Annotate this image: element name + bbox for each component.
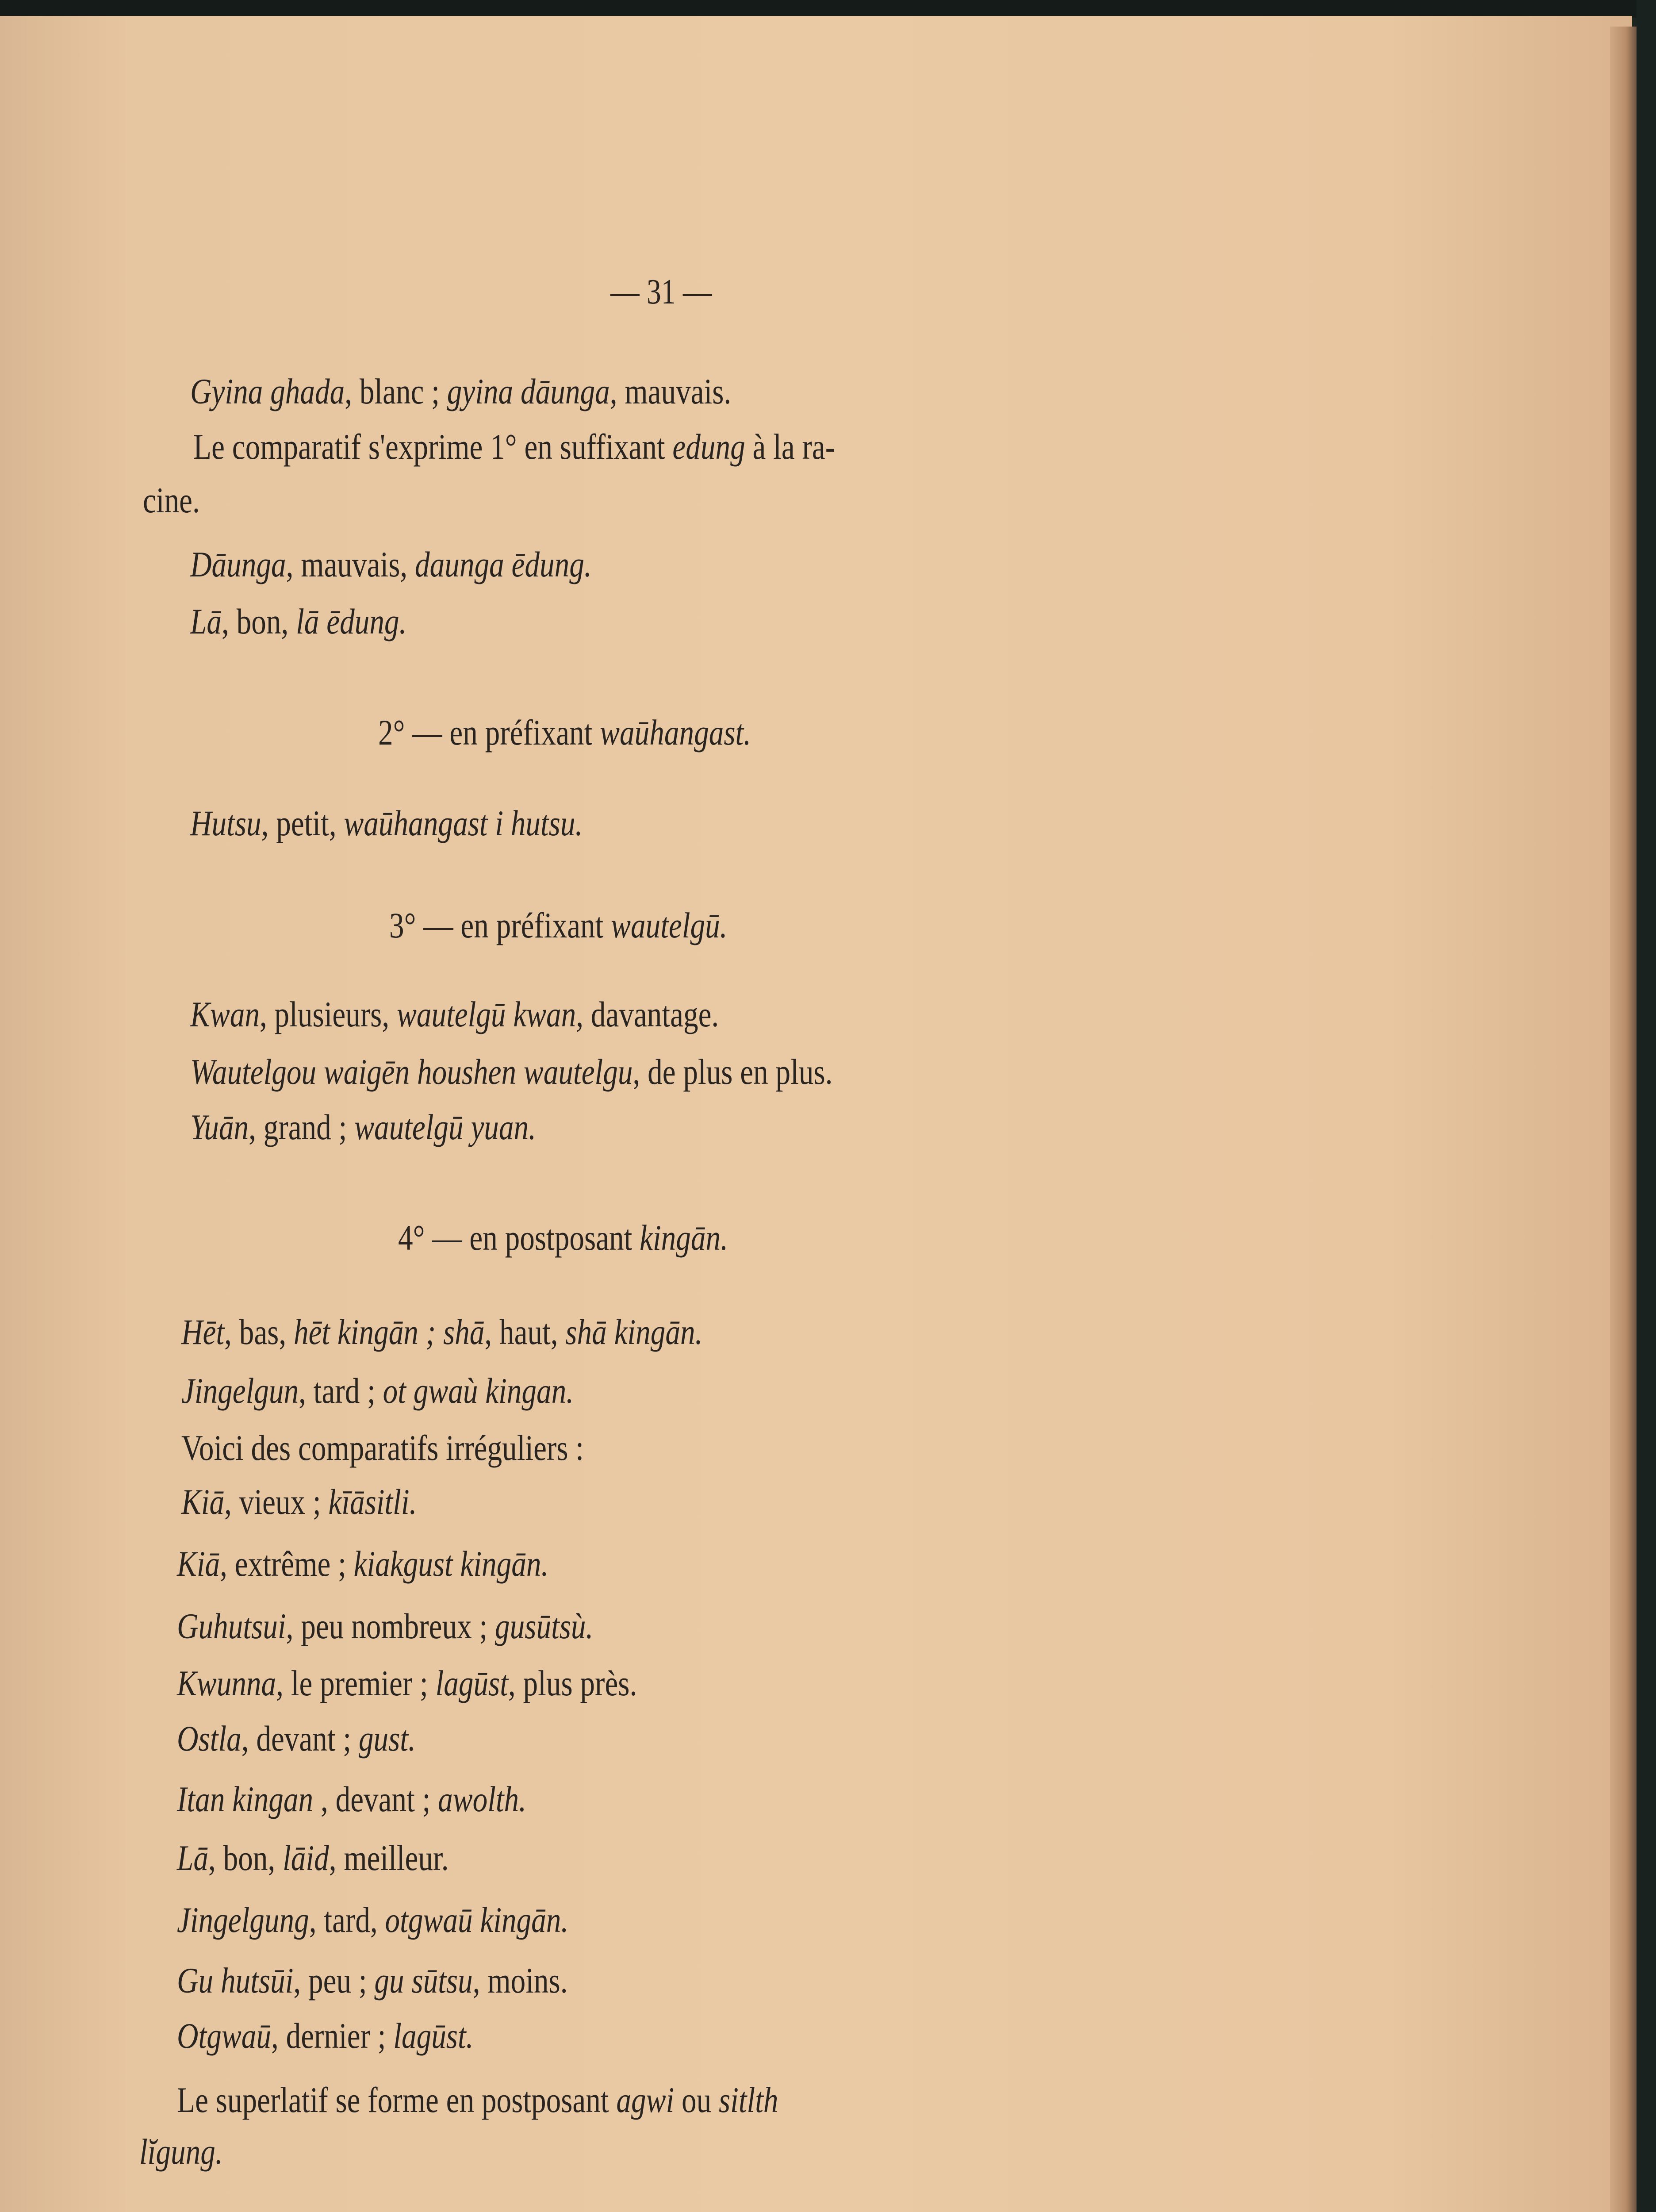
- italic-term: kīāsitli.: [328, 1482, 417, 1522]
- italic-term: Jingelgung: [177, 1900, 309, 1940]
- text-run: , mauvais,: [286, 544, 415, 584]
- text-line: [177, 1604, 593, 1648]
- text-run: , tard ;: [299, 1371, 383, 1411]
- text-line: [177, 1777, 526, 1821]
- italic-term: Dāunga: [190, 544, 286, 584]
- italic-term: awolth.: [438, 1779, 526, 1819]
- page-number: — 31 —: [610, 273, 712, 311]
- text-run: , peu ;: [293, 1960, 375, 2001]
- text-run: , devant ;: [313, 1779, 438, 1819]
- text-run: , petit,: [261, 803, 344, 843]
- italic-term: Yuān: [190, 1107, 249, 1147]
- italic-term: Ostla: [177, 1718, 242, 1759]
- text-run: 4° — en postposant: [398, 1217, 640, 1258]
- text-run: Le comparatif s'exprime 1° en suffixant: [193, 426, 673, 467]
- italic-term: waūhangast i hutsu.: [344, 803, 583, 843]
- text-line: [177, 1959, 568, 2003]
- italic-term: Lā: [190, 601, 222, 641]
- italic-term: lā ēdung.: [296, 601, 407, 641]
- text-run: Le superlatif se forme en postposant: [177, 2080, 617, 2120]
- italic-term: hēt kingān ; shā: [293, 1312, 485, 1352]
- text-line: [177, 2014, 473, 2058]
- italic-term: agwi: [616, 2080, 675, 2120]
- italic-term: Lā: [177, 1838, 209, 1878]
- text-line: [177, 1836, 449, 1880]
- text-line: [398, 1216, 728, 1260]
- text-line: [181, 1426, 584, 1470]
- text-line: [181, 1310, 702, 1354]
- italic-term: Gu hutsūi: [177, 1960, 294, 2001]
- italic-term: gust.: [358, 1718, 416, 1759]
- italic-term: Jingelgun: [181, 1371, 299, 1411]
- italic-term: shā kingān.: [565, 1312, 703, 1352]
- italic-term: Guhutsui: [177, 1606, 286, 1646]
- text-line: [143, 478, 200, 522]
- text-run: à la ra-: [745, 426, 836, 467]
- text-line: [177, 1717, 416, 1761]
- italic-term: Otgwaū: [177, 2016, 271, 2056]
- text-run: ou: [674, 2080, 719, 2120]
- text-line: [177, 1898, 568, 1942]
- text-line: [190, 369, 731, 414]
- text-run: Voici des comparatifs irréguliers :: [181, 1428, 584, 1468]
- italic-term: kiakgust kingān.: [353, 1544, 549, 1584]
- text-run: , grand ;: [249, 1107, 355, 1147]
- italic-term: wautelgū kwan: [396, 994, 576, 1034]
- italic-term: lāid: [283, 1838, 329, 1878]
- italic-term: waūhangast.: [600, 712, 751, 753]
- text-run: , le premier ;: [276, 1663, 436, 1703]
- italic-term: gyina dāunga: [447, 371, 610, 411]
- italic-term: lagūst: [435, 1663, 508, 1703]
- text-run: , vieux ;: [224, 1482, 329, 1522]
- text-line: [177, 1542, 548, 1586]
- text-run: , haut,: [484, 1312, 566, 1352]
- text-line: [190, 1105, 536, 1149]
- text-run: , bas,: [224, 1312, 294, 1352]
- text-run: , meilleur.: [329, 1838, 449, 1878]
- text-run: , davantage.: [576, 994, 719, 1034]
- text-run: , blanc ;: [345, 371, 447, 411]
- italic-term: edung: [672, 426, 745, 467]
- text-run: , dernier ;: [271, 2016, 394, 2056]
- text-run: , plus près.: [508, 1663, 637, 1703]
- text-line: [389, 903, 727, 948]
- italic-term: wautelgū.: [611, 905, 728, 945]
- text-line: [177, 2078, 778, 2122]
- text-line: [190, 1050, 832, 1094]
- text-run: , extrême ;: [220, 1544, 354, 1584]
- text-line: [190, 599, 406, 644]
- italic-term: Hēt: [181, 1312, 225, 1352]
- text-run: , bon,: [222, 601, 296, 641]
- text-line: [193, 425, 835, 469]
- text-run: 3° — en préfixant: [389, 905, 611, 945]
- text-run: cine.: [143, 480, 200, 520]
- italic-term: Kwunna: [177, 1663, 276, 1703]
- italic-term: gusūtsù.: [495, 1606, 594, 1646]
- text-run: , moins.: [472, 1960, 568, 2001]
- text-line: [190, 992, 719, 1037]
- text-line: [177, 1661, 637, 1705]
- text-run: , peu nombreux ;: [286, 1606, 495, 1646]
- italic-term: gu sūtsu: [374, 1960, 473, 2001]
- text-run: , tard,: [309, 1900, 385, 1940]
- italic-term: Gyina ghada: [190, 371, 345, 411]
- text-line: [190, 801, 583, 845]
- text-run: , plusieurs,: [259, 994, 397, 1034]
- italic-term: wautelgū yuan.: [354, 1107, 536, 1147]
- italic-term: ot gwaù kingan.: [383, 1371, 574, 1411]
- text-run: , bon,: [208, 1838, 283, 1878]
- italic-term: Hutsu: [190, 803, 261, 843]
- text-run: , mauvais.: [610, 371, 732, 411]
- text-line: [181, 1369, 574, 1413]
- text-line: [139, 2130, 223, 2174]
- italic-term: lagūst.: [393, 2016, 474, 2056]
- italic-term: lĭgung.: [139, 2131, 223, 2172]
- text-line: [190, 542, 592, 587]
- text-line: [378, 710, 751, 755]
- italic-term: kingān.: [640, 1217, 728, 1258]
- italic-term: sitlth: [719, 2080, 778, 2120]
- text-line: [181, 1480, 417, 1524]
- italic-term: otgwaū kingān.: [385, 1900, 569, 1940]
- italic-term: Kiā: [181, 1482, 225, 1522]
- text-run: , devant ;: [241, 1718, 359, 1759]
- text-run: , de plus en plus.: [632, 1052, 833, 1092]
- italic-term: Wautelgou waigēn houshen wautelgu: [190, 1052, 633, 1092]
- italic-term: Kiā: [177, 1544, 220, 1584]
- italic-term: daunga ēdung.: [414, 544, 592, 584]
- italic-term: Kwan: [190, 994, 260, 1034]
- italic-term: Itan kingan: [177, 1779, 314, 1819]
- text-run: 2° — en préfixant: [378, 712, 600, 753]
